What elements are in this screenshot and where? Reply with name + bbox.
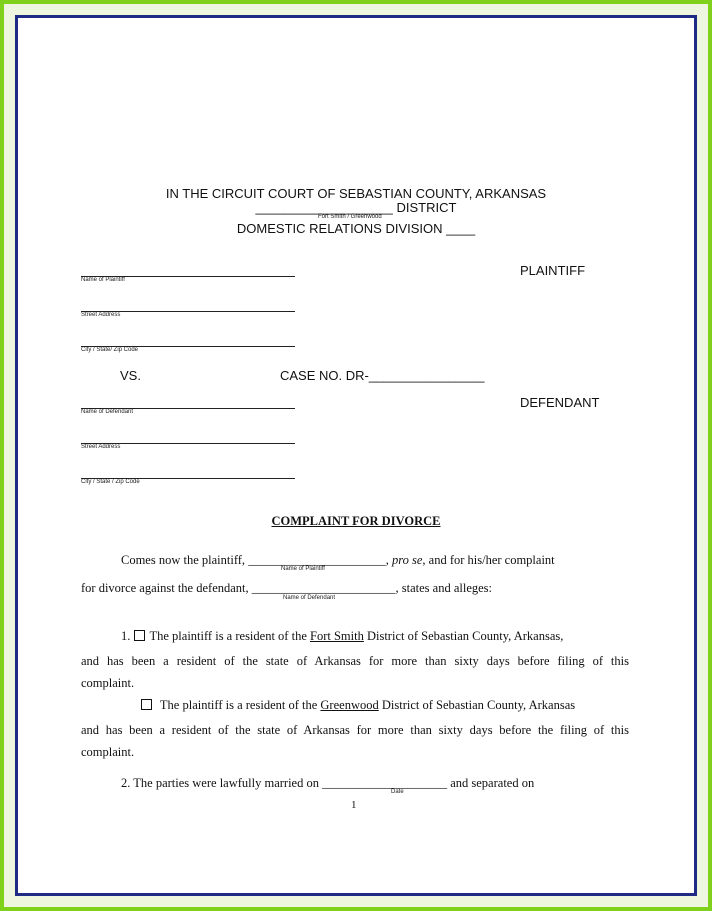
complaint-title: COMPLAINT FOR DIVORCE: [271, 514, 441, 528]
division-blank[interactable]: ____: [446, 221, 476, 236]
greenwood-district: Greenwood: [320, 698, 379, 712]
defendant-label: DEFENDANT: [520, 395, 600, 410]
item-1b-line-1: [141, 698, 575, 713]
document-page: [18, 18, 694, 893]
district-hint: Fort Smith / Greenwood: [318, 214, 382, 220]
intro-text: Comes now the plaintiff,: [121, 553, 249, 567]
item-1b-line-2: and has been a resident of the state of Arkansas for more than sixty days before the filing of this: [81, 723, 629, 737]
intro-text-end: , and for his/her complaint: [422, 553, 555, 567]
vs-label: VS.: [120, 368, 141, 383]
plaintiff-street-hint: Street Address: [81, 312, 121, 318]
intro-plaintiff-hint: Name of Plaintiff: [281, 566, 325, 572]
intro-defendant-hint: Name of Defendant: [283, 595, 336, 601]
case-number: [280, 368, 485, 383]
district-line: [18, 200, 694, 215]
fort-smith-district: Fort Smith: [310, 629, 364, 643]
defendant-street-hint: Street Address: [81, 444, 121, 450]
defendant-city-hint: City / State / Zip Code: [81, 479, 140, 485]
district-blank[interactable]: ___________________: [255, 200, 393, 215]
intro2-text-end: , states and alleges:: [395, 581, 493, 595]
page-number: 1: [351, 799, 357, 811]
marriage-date-hint: Date: [391, 789, 404, 795]
plaintiff-name-hint: Name of Plaintiff: [81, 277, 125, 283]
plaintiff-label: PLAINTIFF: [520, 263, 586, 278]
pro-se-text: pro se: [391, 553, 423, 567]
item-1-line-1: [121, 629, 563, 644]
item-1-line-3: complaint.: [81, 676, 135, 690]
court-title: IN THE CIRCUIT COURT OF SEBASTIAN COUNTY, ARKANSAS: [165, 186, 547, 201]
item-2-number: 2.: [121, 776, 131, 790]
item-1-line-2: and has been a resident of the state of Arkansas for more than sixty days before filing of this: [81, 654, 629, 668]
intro-line-1: [121, 553, 555, 568]
item-2-line: [121, 776, 534, 791]
item-1-text-end: District of Sebastian County, Arkansas,: [363, 629, 564, 643]
marriage-date-blank[interactable]: ____________________: [322, 776, 448, 790]
fort-smith-checkbox[interactable]: [134, 630, 145, 641]
greenwood-checkbox[interactable]: [141, 699, 152, 710]
item-1-number: 1.: [121, 629, 131, 643]
intro2-text: for divorce against the defendant,: [81, 581, 252, 595]
defendant-name-hint: Name of Defendant: [81, 409, 134, 415]
item-2-text: The parties were lawfully married on: [133, 776, 323, 790]
plaintiff-name-blank[interactable]: ______________________: [248, 553, 386, 567]
case-number-blank[interactable]: ________________: [368, 368, 485, 383]
intro-comma: ,: [385, 553, 392, 567]
plaintiff-city-hint: City / State/ Zip Code: [81, 347, 139, 353]
item-1-text: The plaintiff is a resident of the: [149, 629, 310, 643]
case-number-label: CASE NO. DR-: [280, 368, 369, 383]
defendant-name-blank[interactable]: _______________________: [251, 581, 396, 595]
item-1b-line-3: complaint.: [81, 745, 135, 759]
division-label: DOMESTIC RELATIONS DIVISION: [236, 221, 443, 236]
district-label: DISTRICT: [396, 200, 457, 215]
item-1b-text: The plaintiff is a resident of the: [159, 698, 321, 712]
intro-line-2: [81, 581, 492, 596]
item-1b-text-end: District of Sebastian County, Arkansas: [378, 698, 576, 712]
division-line: [18, 221, 694, 236]
item-2-text-end: and separated on: [447, 776, 535, 790]
